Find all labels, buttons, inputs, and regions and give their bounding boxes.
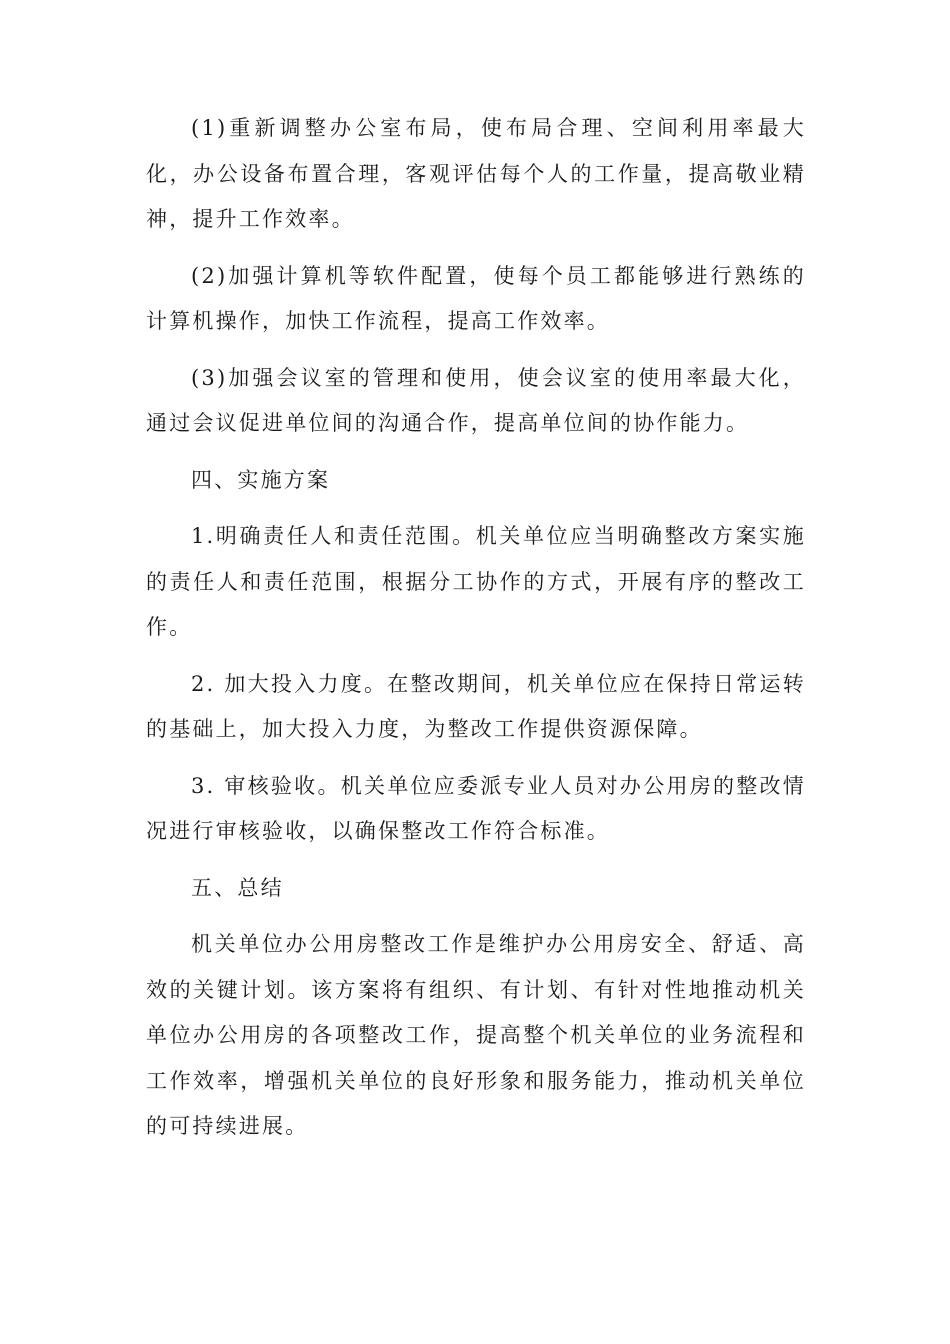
paragraph-plan-2: 2. 加大投入力度。在整改期间，机关单位应在保持日常运转的基础上，加大投入力度，为整改工作提供资源保障。 xyxy=(146,671,806,741)
paragraph-summary: 机关单位办公用房整改工作是维护办公用房安全、舒适、高效的关键计划。该方案将有组织、有计划、有针对性地推动机关单位办公用房的各项整改工作，提高整个机关单位的业务流程和工作效率，增强机关单位的良好形象和服务能力，推动机关单位的可持续进展。 xyxy=(146,932,806,1138)
paragraph-item-3: (3)加强会议室的管理和使用，使会议室的使用率最大化，通过会议促进单位间的沟通合作，提高单位间的协作能力。 xyxy=(146,365,806,435)
paragraph-plan-3: 3. 审核验收。机关单位应委派专业人员对办公用房的整改情况进行审核验收，以确保整改工作符合标准。 xyxy=(146,773,806,843)
paragraph-item-1: (1)重新调整办公室布局，使布局合理、空间利用率最大化，办公设备布置合理，客观评估每个人的工作量，提高敬业精神，提升工作效率。 xyxy=(146,116,806,231)
paragraph-item-2: (2)加强计算机等软件配置，使每个员工都能够进行熟练的计算机操作，加快工作流程，提高工作效率。 xyxy=(146,263,806,333)
section-heading-summary: 五、总结 xyxy=(191,875,284,900)
paragraph-plan-1: 1.明确责任人和责任范围。机关单位应当明确整改方案实施的责任人和责任范围，根据分工协作的方式，开展有序的整改工作。 xyxy=(146,524,806,639)
document-page xyxy=(146,106,806,1161)
section-heading-implementation: 四、实施方案 xyxy=(191,467,331,492)
